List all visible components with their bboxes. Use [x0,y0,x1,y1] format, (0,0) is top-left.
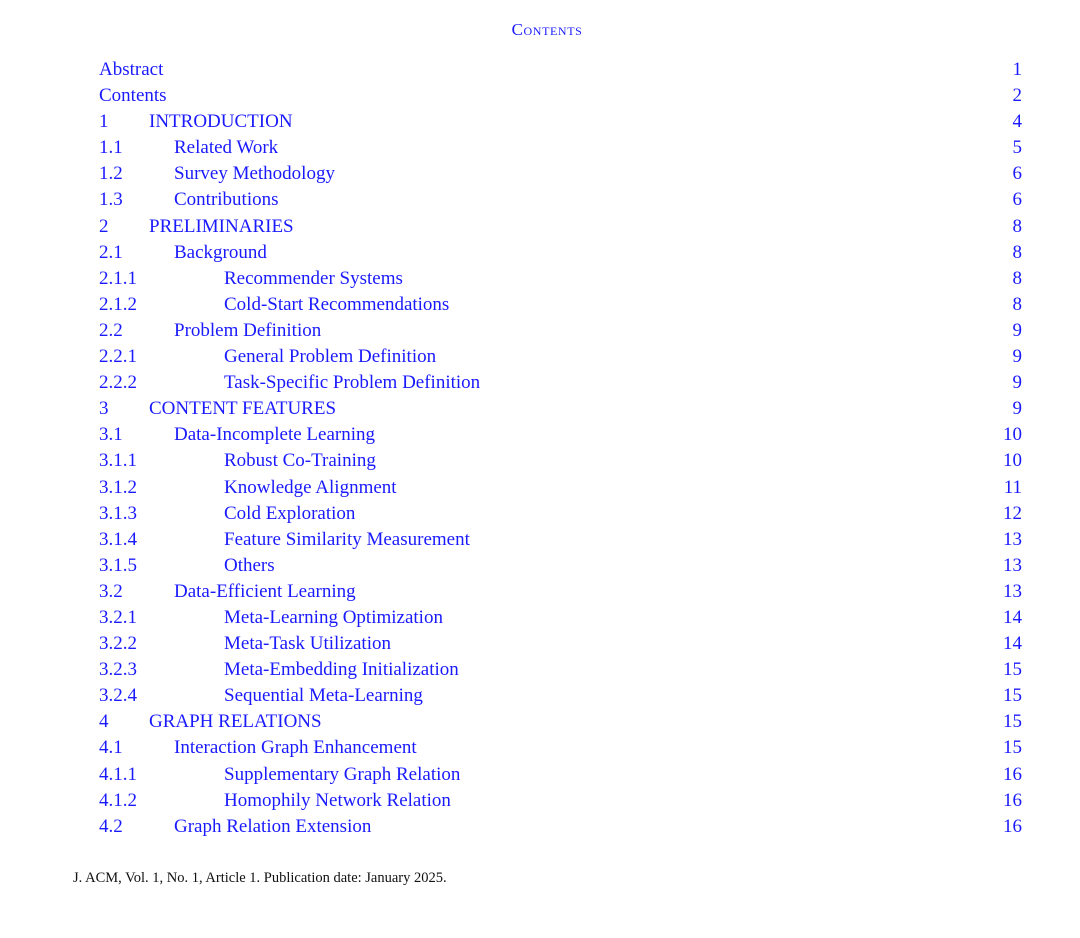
toc-entry[interactable] [99,448,1022,474]
toc-entry-title[interactable]: Data-Incomplete Learning [174,424,375,446]
toc-entry-number: 3.2.1 [99,606,137,628]
toc-entry[interactable] [99,422,1022,448]
toc-entry-title[interactable]: Contributions [174,189,279,211]
toc-entry-number: 3.2.2 [99,633,137,655]
toc-entry-number: 3.1.3 [99,502,137,524]
toc-entry-number: 2.1.2 [99,293,137,315]
toc-entry-page[interactable]: 9 [1012,372,1022,394]
toc-entry-page[interactable]: 15 [1003,737,1022,759]
toc-entry-page[interactable]: 15 [1003,659,1022,681]
toc-entry-page[interactable]: 15 [1003,685,1022,707]
toc-entry-title[interactable]: GRAPH RELATIONS [149,711,322,733]
toc-entry-page[interactable]: 11 [1003,476,1022,498]
toc-entry-title[interactable]: Background [174,241,267,263]
toc-entry-page[interactable]: 10 [1003,450,1022,472]
toc-entry[interactable] [99,527,1022,553]
toc-entry-page[interactable]: 6 [1012,163,1022,185]
toc-entry-number: 4.2 [99,815,123,837]
toc-entry-title[interactable]: Meta-Embedding Initialization [224,659,459,681]
toc-entry-page[interactable]: 10 [1003,424,1022,446]
toc-entry[interactable] [99,214,1022,240]
toc-entry-number: 2.1 [99,241,123,263]
toc-entry-title[interactable]: Abstract [99,59,164,80]
toc-entry-title[interactable]: Task-Specific Problem Definition [224,372,481,394]
page-footer: J. ACM, Vol. 1, No. 1, Article 1. Publication date: January 2025. [73,870,447,886]
toc-entry[interactable] [99,553,1022,579]
toc-entry[interactable] [99,657,1022,683]
toc-entry[interactable] [99,240,1022,266]
toc-entry[interactable] [99,501,1022,527]
toc-entry-page[interactable]: 9 [1012,346,1022,368]
toc-entry-number: 3.1 [99,424,123,446]
toc-entry-page[interactable]: 9 [1012,398,1022,420]
toc-entry[interactable] [99,135,1022,161]
toc-entry[interactable] [99,814,1022,840]
toc-entry-title[interactable]: Cold Exploration [224,502,356,524]
toc-entry-title[interactable]: Feature Similarity Measurement [224,528,470,550]
toc-entry[interactable] [99,292,1022,318]
toc-entry[interactable] [99,318,1022,344]
toc-entry[interactable] [99,344,1022,370]
toc-entry-number: 3.2.3 [99,659,137,681]
toc-entry-page[interactable]: 13 [1003,528,1022,550]
toc-entry-number: 3.2 [99,580,123,602]
toc-entry-number: 3.1.2 [99,476,137,498]
toc-entry-title[interactable]: CONTENT FEATURES [149,398,337,420]
toc-entry-number: 4.1.1 [99,763,137,785]
toc-entry-title[interactable]: Sequential Meta-Learning [224,685,423,707]
toc-entry-page[interactable]: 4 [1012,111,1022,133]
toc-entry-number: 4.1.2 [99,789,137,811]
toc-entry-number: 1.2 [99,163,123,185]
toc-entry-page[interactable]: 6 [1012,189,1022,211]
toc-entry[interactable] [99,683,1022,709]
toc-entry-title[interactable]: Interaction Graph Enhancement [174,737,417,759]
toc-entry-title[interactable]: Related Work [174,137,279,159]
toc-entry-page[interactable]: 16 [1003,763,1022,785]
toc-entry-title[interactable]: INTRODUCTION [149,111,293,133]
toc-entry-title[interactable]: Supplementary Graph Relation [224,763,461,785]
toc-entry-number: 3.2.4 [99,685,137,707]
toc-entry[interactable] [99,631,1022,657]
toc-entry-page[interactable]: 9 [1012,319,1022,341]
toc-entry-number: 1.1 [99,137,123,159]
toc-entry-title[interactable]: Cold-Start Recommendations [224,293,450,315]
toc-entry-page[interactable]: 8 [1012,293,1022,315]
table-of-contents [99,57,1022,840]
toc-entry[interactable] [99,762,1022,788]
toc-entry-title[interactable]: Others [224,554,275,576]
toc-entry-number: 2.2 [99,319,123,341]
toc-entry-page[interactable]: 16 [1003,815,1022,837]
toc-entry[interactable] [99,370,1022,396]
toc-entry[interactable] [99,605,1022,631]
toc-entry-title[interactable]: Knowledge Alignment [224,476,397,498]
toc-entry[interactable] [99,83,1022,109]
toc-entry-title[interactable]: Data-Efficient Learning [174,580,356,602]
toc-entry-page[interactable]: 15 [1003,711,1022,733]
toc-entry[interactable] [99,788,1022,814]
toc-entry-page[interactable]: 5 [1012,137,1022,159]
toc-entry-title[interactable]: Contents [99,85,167,107]
toc-entry-title[interactable]: General Problem Definition [224,346,437,368]
toc-entry-number: 3.1.1 [99,450,137,472]
toc-entry-title[interactable]: Robust Co-Training [224,450,376,472]
toc-entry-page[interactable]: 13 [1003,554,1022,576]
toc-entry-number: 1.3 [99,189,123,211]
toc-entry[interactable] [99,161,1022,187]
toc-entry-number: 2 [99,215,109,237]
toc-entry-title[interactable]: Problem Definition [174,319,322,341]
toc-entry-title[interactable]: Survey Methodology [174,163,335,185]
toc-entry-page[interactable]: 14 [1003,606,1022,628]
toc-entry-title[interactable]: Meta-Task Utilization [224,633,391,655]
toc-entry-number: 3.1.5 [99,554,137,576]
toc-entry-page[interactable]: 1 [1012,59,1022,80]
toc-entry-number: 2.1.1 [99,267,137,289]
toc-entry[interactable] [99,735,1022,761]
toc-entry-page[interactable]: 14 [1003,633,1022,655]
toc-entry-page[interactable]: 8 [1012,267,1022,289]
toc-entry-title[interactable]: PRELIMINARIES [149,215,294,237]
toc-entry-page[interactable]: 8 [1012,241,1022,263]
toc-entry-page[interactable]: 8 [1012,215,1022,237]
toc-entry[interactable] [99,187,1022,213]
toc-entry-number: 2.2.1 [99,346,137,368]
toc-entry-number: 4.1 [99,737,123,759]
toc-entry-number: 4 [99,711,109,733]
toc-entry-page[interactable]: 12 [1003,502,1022,524]
toc-entry[interactable] [99,396,1022,422]
toc-entry[interactable] [99,109,1022,135]
toc-entry[interactable] [99,709,1022,735]
toc-entry-number: 3.1.4 [99,528,137,550]
toc-entry-number: 2.2.2 [99,372,137,394]
toc-entry-title[interactable]: Graph Relation Extension [174,815,372,837]
toc-entry[interactable] [99,475,1022,501]
toc-entry[interactable] [99,57,1022,83]
toc-entry-number: 1 [99,111,109,133]
toc-entry-title[interactable]: Homophily Network Relation [224,789,451,811]
contents-heading: Contents [511,20,583,39]
toc-entry-title[interactable]: Recommender Systems [224,267,403,289]
toc-entry-page[interactable]: 13 [1003,580,1022,602]
toc-entry[interactable] [99,579,1022,605]
toc-entry-page[interactable]: 16 [1003,789,1022,811]
toc-entry-title[interactable]: Meta-Learning Optimization [224,606,443,628]
toc-entry-page[interactable]: 2 [1012,85,1022,107]
toc-entry[interactable] [99,266,1022,292]
toc-entry-number: 3 [99,398,109,420]
